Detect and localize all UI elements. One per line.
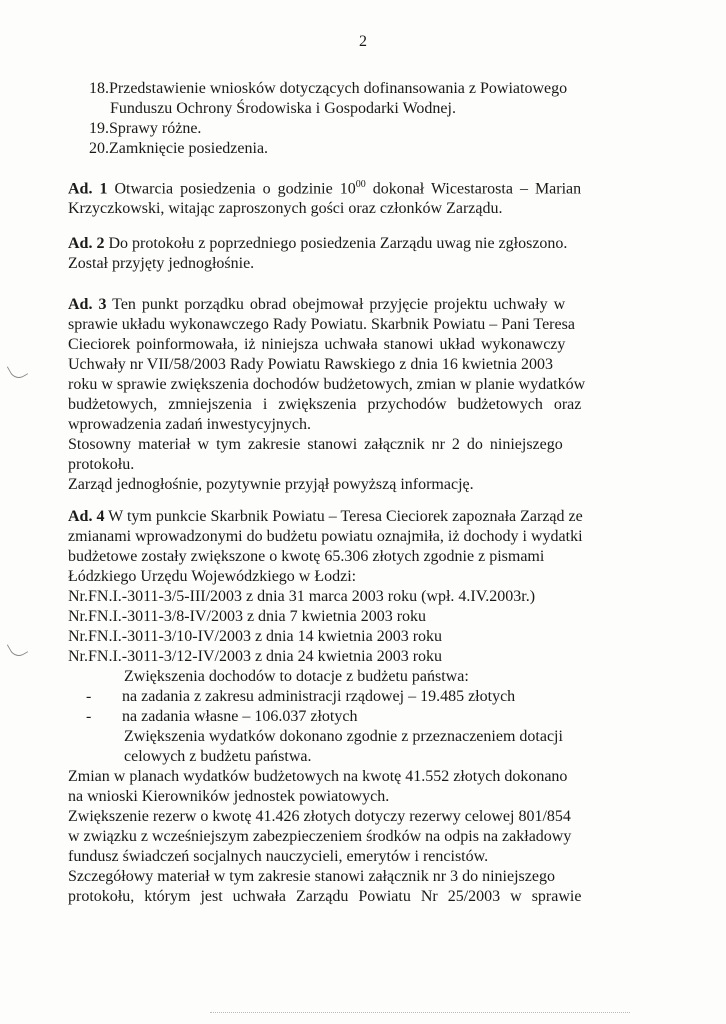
- agenda-item-18-cont: Funduszu Ochrony Środowiska i Gospodarki Wodnej.: [110, 100, 456, 117]
- letter-ref: Nr.FN.I.-3011-3/12-IV/2003 z dnia 24 kwietnia 2003 roku: [68, 648, 443, 665]
- bullet-item: - na zadania własne – 106.037 złotych: [86, 708, 358, 725]
- bullet-item: - na zadania z zakresu administracji rządowej – 19.485 złotych: [86, 688, 516, 705]
- letter-ref: Nr.FN.I.-3011-3/10-IV/2003 z dnia 14 kwietnia 2003 roku: [68, 628, 443, 645]
- agenda-list: [68, 79, 628, 159]
- agenda-item-20: 20.Zamknięcie posiedzenia.: [89, 140, 269, 157]
- agenda-item-19: 19.Sprawy różne.: [89, 120, 202, 137]
- ad1-label: Ad. 1: [68, 180, 108, 198]
- ad3-label: Ad. 3: [68, 296, 107, 313]
- ad2-paragraph: Ad. 2 Do protokołu z poprzedniego posiedzenia Zarządu uwag nie zgłoszono. Został przyjęty jednogłośnie.: [68, 235, 568, 272]
- ad1-paragraph: Ad. 1 Otwarcia posiedzenia o godzinie $10^{00}$ dokonał Wicestarosta – Marian Krzyczkowski, witając zaproszonych gości oraz członków Zarządu.: [68, 179, 582, 218]
- ad4-label: Ad. 4: [68, 508, 105, 525]
- letter-ref: Nr.FN.I.-3011-3/8-IV/2003 z dnia 7 kwietnia 2003 roku: [68, 608, 427, 625]
- margin-hole-mark: [7, 637, 28, 659]
- margin-hole-mark: [7, 359, 28, 381]
- letter-ref: Nr.FN.I.-3011-3/5-III/2003 z dnia 31 marca 2003 roku (wpł. 4.IV.2003r.): [68, 588, 536, 605]
- ad4-paragraph: Ad. 4 W tym punkcie Skarbnik Powiatu – Teresa Cieciorek zapoznała Zarząd ze zmianami wprowadzonymi do budżetu powiatu oznajmiła, iż dochody i wydatki budżetowe zostały zwiększone o kwotę 65.306 złotych zgodnie z pismami Łódzkiego Urzędu Wojewódzkiego w Łodzi: Nr.FN.I.-3011-3/5-III/2003 z dnia 31 marca 2003 roku (wpł. 4.IV.2003r.) Nr.FN.I.-3011-3/8-IV/2003 z dnia 7 kwietnia 2003 roku Nr.FN.I.-3011-3/10-IV/2003 z dnia 14 kwietnia 2003 roku Nr.FN.I.-3011-3/12-IV/2003 z dnia 24 kwietnia 2003 roku Zwiększenia dochodów to dotacje z budżetu państwa: - na zadania z zakresu administracji rządowej – 19.485 złotych - na zadania własne – 106.037 złotych Zwiększenia wydatków dokonano zgodnie z przeznaczeniem dotacji celowych z budżetu państwa. Zmian w planach wydatków budżetowych na kwotę 41.552 złotych dokonano na wnioski Kierowników jednostek powiatowych. Zwiększenie rezerw o kwotę 41.426 złotych dotyczy rezerwy celowej 801/854 w związku z wcześniejszym zabezpieczeniem środków na odpis na zakładowy fundusz świadczeń socjalnych nauczycieli, emerytów i rencistów. Szczegółowy materiał w tym zakresie stanowi załącznik nr 3 do niniejszego protokołu, którym jest uchwała Zarządu Powiatu Nr 25/2003 w sprawie: [68, 507, 628, 907]
- ad3-paragraph: Ad. 3 Ten punkt porządku obrad obejmował przyjęcie projektu uchwały w sprawie układu wykonawczego Rady Powiatu. Skarbnik Powiatu – Pani Teresa Cieciorek poinformowała, iż niniejsza uchwała stanowi układ wykonawczy Uchwały nr VII/58/2003 Rady Powiatu Rawskiego z dnia 16 kwietnia 2003 roku w sprawie zwiększenia dochodów budżetowych, zmian w planie wydatków budżetowych, zmniejszenia i zwiększenia przychodów budżetowych oraz wprowadzenia zadań inwestycyjnych. Stosowny materiał w tym zakresie stanowi załącznik nr 2 do niniejszego protokołu. Zarząd jednogłośnie, pozytywnie przyjął powyższą informację.: [68, 296, 586, 493]
- ad2-label: Ad. 2: [68, 235, 105, 252]
- page-number: 2: [359, 33, 367, 50]
- scan-edge-line: [210, 1012, 630, 1013]
- agenda-item-18: 18.Przedstawienie wniosków dotyczących dofinansowania z Powiatowego: [89, 80, 568, 97]
